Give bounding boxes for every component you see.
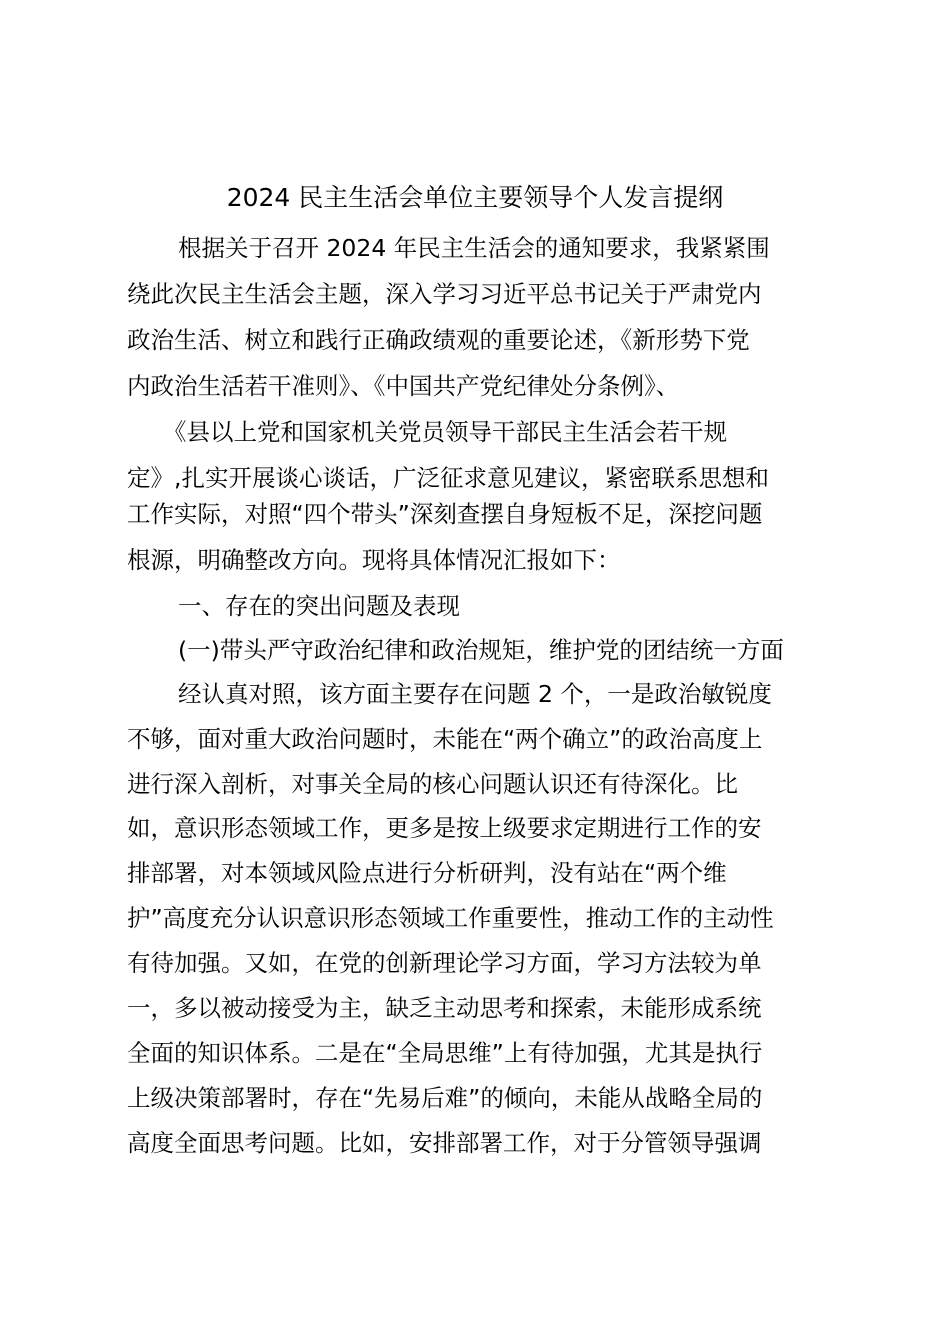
body-line-19: 全面的知识体系。二是在“全局思维”上有待加强，尤其是执行	[127, 1039, 763, 1067]
body-line-18: 一，多以被动接受为主，缺乏主动思考和探索，未能形成系统	[127, 994, 762, 1022]
body-line-14: 如，意识形态领域工作，更多是按上级要求定期进行工作的安	[127, 814, 762, 842]
body-line-20: 上级决策部署时，存在“先易后难”的倾向，未能从战略全局的	[127, 1084, 763, 1112]
body-line-6: 定》,扎实开展谈心谈话，广泛征求意见建议，紧密联系思想和	[127, 464, 769, 492]
body-line-8: 根源，明确整改方向。现将具体情况汇报如下：	[127, 546, 621, 574]
body-line-12: 不够，面对重大政治问题时，未能在“两个确立”的政治高度上	[127, 725, 763, 753]
body-line-3: 政治生活、树立和践行正确政绩观的重要论述，《新形势下党	[127, 326, 750, 354]
document-title: 2024 民主生活会单位主要领导个人发言提纲	[226, 183, 724, 212]
body-line-17: 有待加强。又如，在党的创新理论学习方面，学习方法较为单	[127, 949, 762, 977]
body-line-15: 排部署，对本领域风险点进行分析研判，没有站在“两个维	[127, 859, 727, 887]
body-line-7: 工作实际，对照“四个带头”深刻查摆自身短板不足，深挖问题	[127, 500, 763, 528]
body-line-16: 护”高度充分认识意识形态领域工作重要性，推动工作的主动性	[127, 904, 774, 932]
body-line-13: 进行深入剖析，对事关全局的核心问题认识还有待深化。比	[127, 770, 738, 798]
body-line-2: 绕此次民主生活会主题，深入学习习近平总书记关于严肃党内	[127, 280, 762, 308]
section-heading-1: 一、存在的突出问题及表现	[178, 592, 460, 620]
body-line-1: 根据关于召开 2024 年民主生活会的通知要求，我紧紧围	[178, 234, 770, 262]
subsection-heading-1: (一)带头严守政治纪律和政治规矩，维护党的团结统一方面	[178, 636, 784, 664]
body-line-4: 内政治生活若干准则》、《中国共产党纪律处分条例》、	[127, 372, 680, 400]
body-line-21: 高度全面思考问题。比如，安排部署工作，对于分管领导强调	[127, 1129, 762, 1157]
body-line-5: 《县以上党和国家机关党员领导干部民主生活会若干规	[163, 418, 727, 446]
body-line-11: 经认真对照，该方面主要存在问题 2 个，一是政治敏锐度	[178, 680, 772, 708]
